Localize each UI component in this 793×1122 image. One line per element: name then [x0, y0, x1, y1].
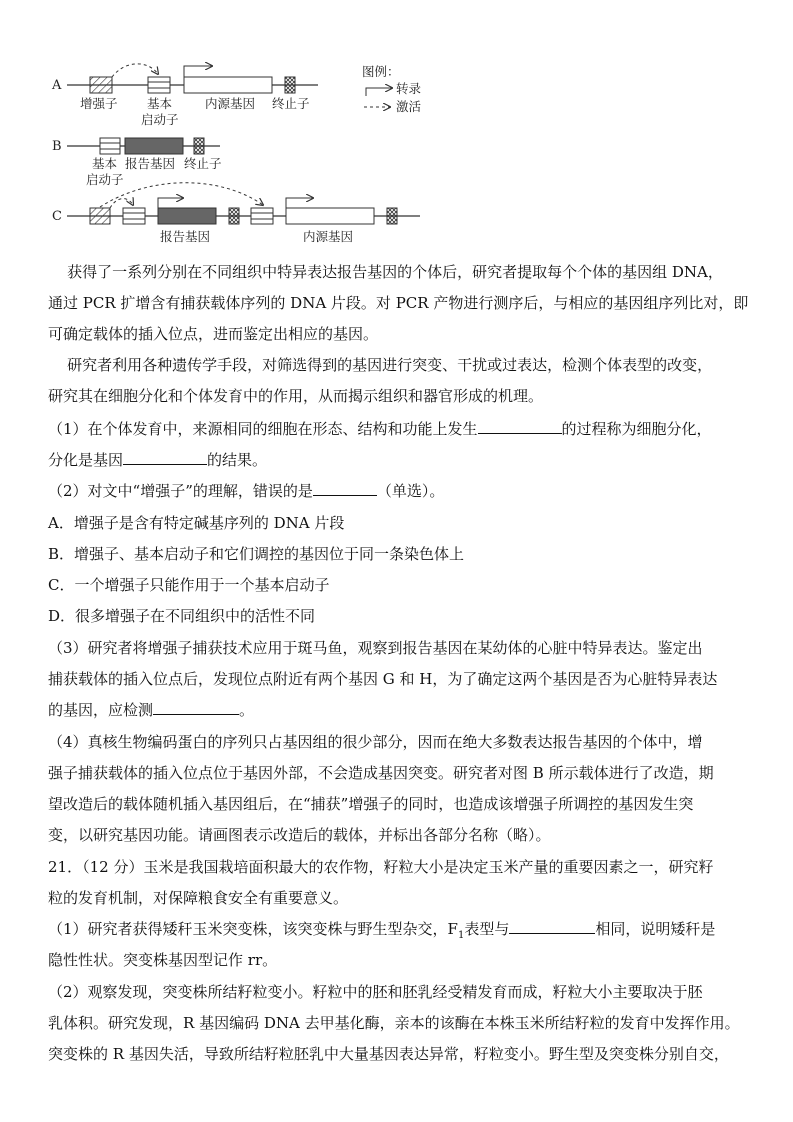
- question-2-text-b: （单选）。: [376, 482, 445, 500]
- row-a-endogenous-gene-label: 内源基因: [205, 96, 256, 111]
- row-a-transcription-arrow: [184, 66, 212, 77]
- row-a-enhancer-box: [90, 77, 112, 93]
- option-d: D．很多增强子在不同组织中的活性不同: [48, 607, 316, 625]
- question-1-text-a: （1）在个体发育中，来源相同的细胞在形态、结构和功能上发生: [48, 420, 478, 438]
- paragraph-1-line-1: 获得了一系列分别在不同组织中特异表达报告基因的个体后，研究者提取每个个体的基因组 DNA，: [48, 263, 723, 281]
- question-1-text-d: 的结果。: [207, 451, 268, 469]
- paragraph-2-line-2: 研究其在细胞分化和个体发育中的作用，从而揭示组织和器官形成的机理。: [48, 387, 544, 405]
- paragraph-1-line-2: 通过 PCR 扩增含有捕获载体序列的 DNA 片段。对 PCR 产物进行测序后，与相应的基因组序列比对，即: [48, 294, 749, 312]
- row-c-endogenous-gene-label: 内源基因: [303, 229, 354, 244]
- row-c-endogenous-gene-box: [286, 208, 374, 224]
- question-2-text-a: （2）对文中“增强子”的理解，错误的是: [48, 482, 313, 500]
- row-c-transcription-arrow-2: [286, 198, 313, 208]
- question-1-blank-1: [478, 419, 562, 434]
- row-c-reporter-gene-box: [158, 208, 216, 224]
- question-4-line-3: 望改造后的载体随机插入基因组后，在“捕获”增强子的同时，也造成该增强子所调控的基因发生突: [48, 795, 694, 813]
- row-c-letter: C: [52, 209, 62, 224]
- question-2-line: [48, 481, 444, 501]
- question-3-blank: [153, 700, 239, 715]
- row-c-activation-arrow-short: [110, 199, 133, 208]
- row-a-terminator-box: [285, 77, 295, 93]
- row-b-terminator-label: 终止子: [184, 156, 222, 171]
- row-a-endogenous-gene-box: [184, 77, 272, 93]
- row-a-letter: A: [52, 78, 62, 93]
- option-a: A．增强子是含有特定碱基序列的 DNA 片段: [48, 514, 345, 532]
- legend-transcription-label: 转录: [396, 81, 422, 96]
- option-b: B．增强子、基本启动子和它们调控的基因位于同一条染色体上: [48, 545, 465, 563]
- question-4-line-4: 变，以研究基因功能。请画图表示改造后的载体，并标出各部分名称（略）。: [48, 826, 551, 844]
- question-21-2-line-1: （2）观察发现，突变株所结籽粒变小。籽粒中的胚和胚乳经受精发育而成，籽粒大小主要取决于胚: [48, 983, 703, 1001]
- question-21-1-text-b: 表型与: [464, 920, 510, 938]
- question-1-line-2: [48, 450, 267, 470]
- paragraph-1-line-3: 可确定载体的插入位点，进而鉴定出相应的基因。: [48, 325, 379, 343]
- option-c: C．一个增强子只能作用于一个基本启动子: [48, 576, 330, 594]
- row-a-basal-promoter-label-2: 启动子: [141, 112, 179, 127]
- row-b-reporter-gene-box: [125, 138, 183, 154]
- row-c-terminator-box-1: [229, 208, 239, 224]
- row-c-transcription-arrow-1: [158, 198, 183, 208]
- question-21-1-line-1: [48, 919, 715, 946]
- question-3-line-3: [48, 700, 254, 720]
- question-1-text-c: 分化是基因: [48, 451, 124, 469]
- question-3-line-2: 捕获载体的插入位点后，发现位点附近有两个基因 G 和 H，为了确定这两个基因是否为心脏特异表达: [48, 670, 718, 688]
- question-21-1-line-2: 隐性性状。突变株基因型记作 rr。: [48, 951, 278, 969]
- row-b-basal-promoter-box: [100, 138, 120, 154]
- question-21-line-2: 粒的发育机制，对保障粮食安全有重要意义。: [48, 889, 349, 907]
- row-a-basal-promoter-label-1: 基本: [147, 96, 173, 111]
- question-3-text-b: 。: [239, 701, 255, 719]
- row-a-enhancer-label: 增强子: [80, 96, 118, 111]
- question-1-text-b: 的过程称为细胞分化，: [561, 420, 712, 438]
- row-b-basal-promoter-label-1: 基本: [92, 156, 118, 171]
- question-4-line-1: （4）真核生物编码蛋白的序列只占基因组的很少部分，因而在绝大多数表达报告基因的个体中，增: [48, 733, 703, 751]
- row-b-basal-promoter-label-2: 启动子: [86, 172, 124, 187]
- question-3-text-a: 的基因，应检测: [48, 701, 154, 719]
- row-a-activation-arrow: [112, 64, 158, 77]
- row-c-activation-arrow-long: [100, 183, 263, 207]
- question-2-blank: [313, 481, 377, 496]
- question-21-1-text-c: 相同，说明矮秆是: [595, 920, 716, 938]
- legend-title: 图例：: [362, 64, 400, 79]
- row-c-basal-promoter-box-2: [251, 208, 273, 224]
- question-21-1-blank: [509, 919, 595, 934]
- f1-subscript: 1: [457, 930, 465, 941]
- question-3-line-1: （3）研究者将增强子捕获技术应用于斑马鱼，观察到报告基因在某幼体的心脏中特异表达。鉴定出: [48, 639, 703, 657]
- question-1-blank-2: [123, 450, 207, 465]
- row-b-reporter-gene-label: 报告基因: [125, 156, 176, 171]
- legend-activation-label: 激活: [396, 99, 422, 114]
- legend-transcription-arrow-icon: [366, 88, 392, 96]
- row-c-basal-promoter-box-1: [123, 208, 145, 224]
- row-c-reporter-gene-label: 报告基因: [160, 229, 211, 244]
- question-4-line-2: 强子捕获载体的插入位点位于基因外部，不会造成基因突变。研究者对图 B 所示载体进行了改造，期: [48, 764, 714, 782]
- question-21-2-line-3: 突变株的 R 基因失活，导致所结籽粒胚乳中大量基因表达异常，籽粒变小。野生型及突变株分别自交，: [48, 1045, 729, 1063]
- row-c-enhancer-box: [90, 208, 110, 224]
- gene-construct-diagram: [0, 0, 793, 250]
- row-a-terminator-label: 终止子: [272, 96, 310, 111]
- row-c-terminator-box-2: [387, 208, 397, 224]
- row-a-basal-promoter-box: [148, 77, 170, 93]
- question-21-1-text-a: （1）研究者获得矮秆玉米突变株，该突变株与野生型杂交，F: [48, 920, 458, 938]
- question-21-2-line-2: 乳体积。研究发现，R 基因编码 DNA 去甲基化酶，亲本的该酶在本株玉米所结籽粒的发育中发挥作用。: [48, 1014, 740, 1032]
- row-b-terminator-box: [194, 138, 204, 154]
- question-21-line-1: 21．（12 分）玉米是我国栽培面积最大的农作物，籽粒大小是决定玉米产量的重要因素之一，研究籽: [48, 858, 714, 876]
- row-b-letter: B: [52, 139, 62, 154]
- paragraph-2-line-1: 研究者利用各种遗传学手段，对筛选得到的基因进行突变、干扰或过表达，检测个体表型的改变，: [48, 356, 713, 374]
- question-1-line-1: [48, 419, 712, 439]
